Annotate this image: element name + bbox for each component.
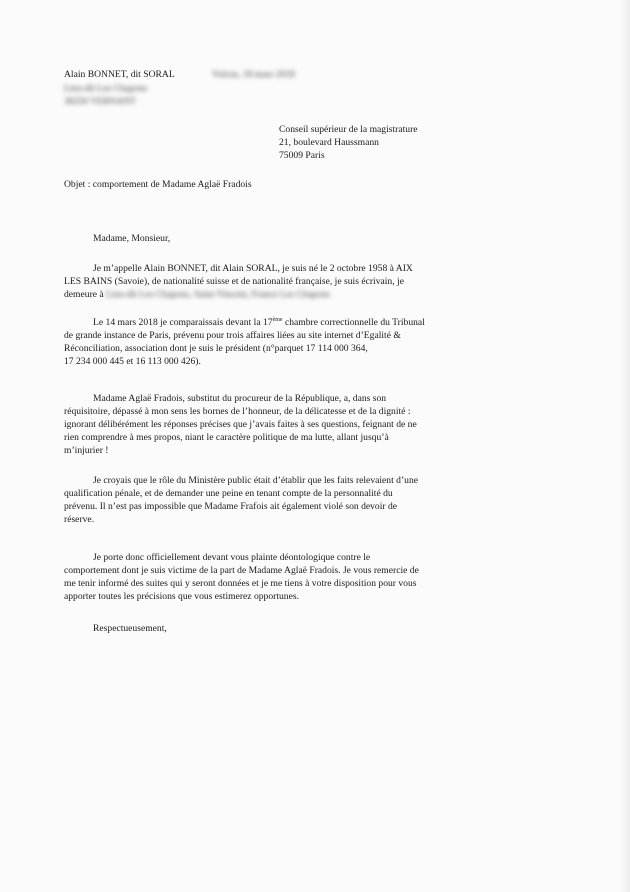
p4-line3: prévenu. Il n’est pas impossible que Madame Frafois ait également violé son devoir de <box>64 501 398 512</box>
sender-address-line2-redacted: 38250 VERNANT <box>64 96 137 107</box>
p2-line1 <box>93 317 425 329</box>
recipient-line1: Conseil supérieur de la magistrature <box>279 124 418 135</box>
p1-line2: LES BAINS (Savoie), de nationalité suisse et de nationalité française, je suis écrivain, je <box>64 276 404 287</box>
p4-line1: Je croyais que le rôle du Ministère public était d’établir que les faits relevaient d’une <box>93 475 419 486</box>
subject-line: Objet : comportement de Madame Aglaë Fradois <box>64 179 252 190</box>
p3-line5: m’injurier ! <box>64 445 109 456</box>
p3-line2: réquisitoire, dépassé à mon sens les bornes de l’honneur, de la délicatesse et de la dignité : <box>64 406 411 417</box>
p2-superscript: ème <box>272 316 283 323</box>
sender-address-line1-redacted: Lieu-dit Les Chapons <box>64 83 148 94</box>
p5-line2: comportement dont je suis victime de la part de Madame Aglaë Fradois. Je vous remercie de <box>64 565 419 576</box>
sender-name: Alain BONNET, dit SORAL <box>64 69 175 80</box>
p4-line2: qualification pénale, et de demander une peine en tenant compte de la personnalité du <box>64 488 393 499</box>
p5-line4: apporter toutes les précisions que vous estimerez opportunes. <box>64 591 299 602</box>
p1-address-redacted: Lieu-dit Les Chapons, Saint-Vincent, France Les Chapons <box>106 289 330 300</box>
p3-line1: Madame Aglaë Fradois, substitut du procureur de la République, a, dans son <box>93 393 387 404</box>
page-edge-shadow <box>620 0 630 892</box>
p5-line1: Je porte donc officiellement devant vous plainte déontologique contre le <box>93 552 371 563</box>
p2-line4: 17 234 000 445 et 16 113 000 426). <box>64 356 201 367</box>
p2-line1-b: chambre correctionnelle du Tribunal <box>282 317 425 328</box>
p1-line3-start: demeure à <box>64 289 104 300</box>
p2-line3: Réconciliation, association dont je suis le président (n°parquet 17 114 000 364, <box>64 343 368 354</box>
recipient-line2: 21, boulevard Haussmann <box>279 137 379 148</box>
p2-line1-a: Le 14 mars 2018 je comparaissais devant la 17 <box>93 317 273 328</box>
p5-line3: me tenir informé des suites qui y seront données et je me tiens à votre disposition pour vous <box>64 578 417 589</box>
recipient-line3: 75009 Paris <box>279 150 325 161</box>
sender-place-date-redacted: Voiron, 18 mars 2018 <box>212 69 295 80</box>
p4-line4: réserve. <box>64 514 95 525</box>
p3-line3: ignorant délibérément les réponses précises que j’avais faites à ses questions, feignant de ne <box>64 419 417 430</box>
p3-line4: rien comprendre à mes propos, niant le caractère politique de ma lutte, allant jusqu’à <box>64 432 389 443</box>
p1-line3 <box>64 289 330 301</box>
p1-line1: Je m’appelle Alain BONNET, dit Alain SORAL, je suis né le 2 octobre 1958 à AIX <box>93 263 413 274</box>
closing: Respectueusement, <box>93 623 167 634</box>
p2-line2: de grande instance de Paris, prévenu pour trois affaires liées au site internet d’Egalité & <box>64 330 401 341</box>
salutation: Madame, Monsieur, <box>93 233 171 244</box>
